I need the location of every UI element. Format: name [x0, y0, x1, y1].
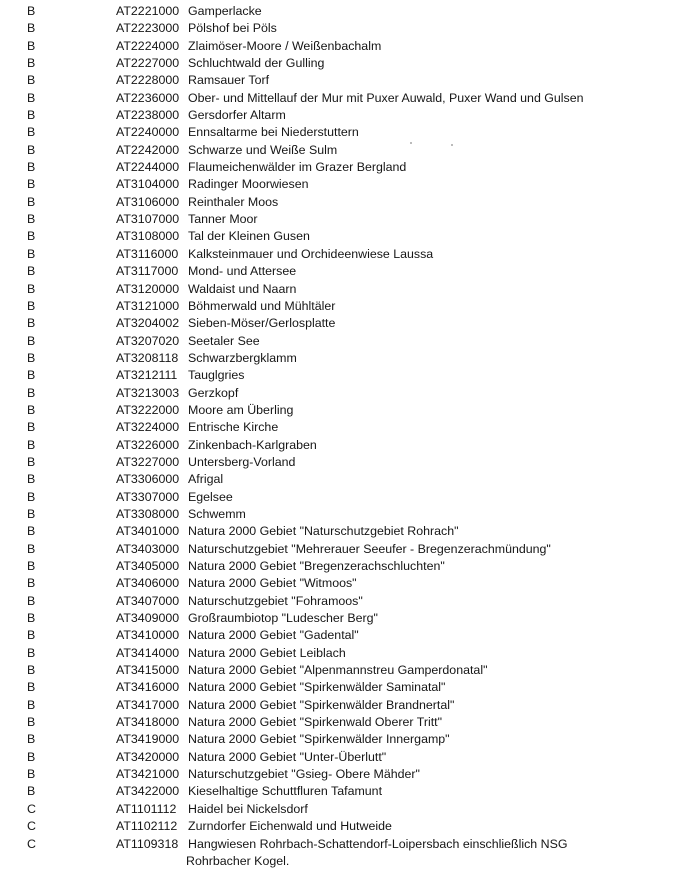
category-cell: B — [27, 732, 36, 747]
category-cell: B — [27, 524, 36, 539]
list-row — [0, 419, 680, 436]
site-code-cell: AT3224000 — [116, 420, 180, 435]
category-cell: B — [27, 125, 36, 140]
category-cell: B — [27, 749, 36, 764]
site-name-cell: Natura 2000 Gebiet "Spirkenwald Oberer Tritt" — [188, 715, 442, 730]
site-code-cell: AT2224000 — [116, 38, 180, 53]
list-row — [0, 575, 680, 592]
site-name-cell: Untersberg-Vorland — [188, 454, 296, 469]
category-cell: B — [27, 437, 36, 452]
category-cell: B — [27, 229, 36, 244]
site-code-cell: AT3414000 — [116, 645, 180, 660]
list-row — [0, 818, 680, 835]
site-code-cell: AT3116000 — [116, 246, 179, 261]
site-name-cell: Ennsaltarme bei Niederstuttern — [188, 125, 359, 140]
site-name-cell: Gerzkopf — [188, 385, 239, 400]
list-row — [0, 506, 680, 523]
category-cell: B — [27, 628, 36, 643]
category-cell: B — [27, 767, 36, 782]
site-code-cell: AT2236000 — [116, 90, 180, 105]
site-name-cell: Hangwiesen Rohrbach-Schattendorf-Loipersbach einschließlich NSG — [188, 836, 568, 851]
site-code-cell: AT3117000 — [116, 264, 179, 279]
list-row — [0, 124, 680, 141]
site-code-cell: AT2238000 — [116, 108, 180, 123]
site-name-cell: Zlaimöser-Moore / Weißenbachalm — [188, 38, 382, 53]
site-code-cell: AT3212111 — [116, 368, 178, 383]
site-code-cell: AT3416000 — [116, 680, 180, 695]
list-row — [0, 836, 680, 868]
site-code-cell: AT2221000 — [116, 4, 180, 18]
site-name-cell: Schwemm — [188, 506, 246, 521]
category-cell: B — [27, 576, 36, 591]
site-name-cell: Reinthaler Moos — [188, 194, 279, 209]
list-row — [0, 731, 680, 748]
site-name-cell: Schwarzbergklamm — [188, 350, 297, 365]
category-cell: B — [27, 541, 36, 556]
site-code-cell: AT3121000 — [116, 298, 180, 313]
category-cell: B — [27, 194, 36, 209]
site-name-cell: Mond- und Attersee — [188, 264, 297, 279]
list-row — [0, 159, 680, 176]
site-name-cell: Böhmerwald und Mühltäler — [188, 298, 336, 313]
list-row — [0, 679, 680, 696]
site-code-cell: AT3204002 — [116, 316, 180, 331]
list-row — [0, 766, 680, 783]
list-row — [0, 72, 680, 89]
site-name-cell: Entrische Kirche — [188, 420, 279, 435]
site-code-cell: AT3207020 — [116, 333, 180, 348]
list-row — [0, 454, 680, 471]
site-code-cell: AT3417000 — [116, 697, 180, 712]
list-row — [0, 55, 680, 72]
site-name-cell: Schluchtwald der Gulling — [188, 56, 325, 71]
site-code-cell: AT3106000 — [116, 194, 180, 209]
site-name-cell: Natura 2000 Gebiet "Naturschutzgebiet Rohrach" — [188, 524, 459, 539]
list-row — [0, 627, 680, 644]
site-code-cell: AT3422000 — [116, 784, 180, 799]
site-code-cell: AT3406000 — [116, 576, 180, 591]
category-cell: B — [27, 160, 36, 175]
site-code-cell: AT2223000 — [116, 21, 180, 36]
site-code-cell: AT1102112 — [116, 819, 178, 834]
site-name-cell: Kalksteinmauer und Orchideenwiese Laussa — [188, 246, 434, 261]
category-cell: C — [27, 801, 36, 816]
list-row — [0, 90, 680, 107]
category-cell: B — [27, 611, 36, 626]
list-row — [0, 350, 680, 367]
site-code-cell: AT3108000 — [116, 229, 180, 244]
list-row — [0, 3, 680, 20]
site-name-cell: Sieben-Möser/Gerlosplatte — [188, 316, 336, 331]
site-name-cell: Natura 2000 Gebiet "Spirkenwälder Brandnertal" — [188, 697, 455, 712]
category-cell: B — [27, 402, 36, 417]
site-code-cell: AT1109318 — [116, 836, 179, 851]
category-cell: C — [27, 836, 36, 851]
category-cell: B — [27, 4, 36, 18]
category-cell: B — [27, 715, 36, 730]
site-code-cell: AT3403000 — [116, 541, 180, 556]
site-name-cell: Pölshof bei Pöls — [188, 21, 277, 36]
list-row — [0, 385, 680, 402]
list-row — [0, 558, 680, 575]
site-list — [0, 3, 680, 868]
category-cell: B — [27, 38, 36, 53]
site-code-cell: AT3419000 — [116, 732, 180, 747]
category-cell: B — [27, 472, 36, 487]
site-code-cell: AT2240000 — [116, 125, 180, 140]
site-name-cell: Natura 2000 Gebiet "Gadental" — [188, 628, 359, 643]
category-cell: B — [27, 506, 36, 521]
category-cell: B — [27, 73, 36, 88]
site-name-cell: Kieselhaltige Schuttfluren Tafamunt — [188, 784, 383, 799]
category-cell: B — [27, 246, 36, 261]
list-row — [0, 749, 680, 766]
site-name-cell: Afrigal — [188, 472, 224, 487]
list-row — [0, 333, 680, 350]
site-name-cell: Natura 2000 Gebiet Leiblach — [188, 645, 346, 660]
site-name-cell: Großraumbiotop "Ludescher Berg" — [188, 611, 378, 626]
category-cell: B — [27, 90, 36, 105]
site-name-cell: Zinkenbach-Karlgraben — [188, 437, 317, 452]
list-row — [0, 541, 680, 558]
site-name-cell: Gersdorfer Altarm — [188, 108, 286, 123]
site-code-cell: AT3420000 — [116, 749, 180, 764]
site-code-cell: AT3107000 — [116, 212, 180, 227]
site-code-cell: AT3222000 — [116, 402, 180, 417]
list-row — [0, 367, 680, 384]
site-name-cell: Ober- und Mittellauf der Mur mit Puxer Auwald, Puxer Wand und Gulsen — [188, 90, 584, 105]
site-code-cell: AT3306000 — [116, 472, 180, 487]
category-cell: B — [27, 663, 36, 678]
site-name-cell: Tal der Kleinen Gusen — [188, 229, 310, 244]
site-code-cell: AT2227000 — [116, 56, 180, 71]
category-cell: B — [27, 420, 36, 435]
list-row — [0, 246, 680, 263]
scan-speck — [410, 142, 412, 144]
list-row — [0, 801, 680, 818]
site-name-cell: Radinger Moorwiesen — [188, 177, 309, 192]
site-name-cell: Seetaler See — [188, 333, 260, 348]
category-cell: B — [27, 264, 36, 279]
list-row — [0, 662, 680, 679]
category-cell: B — [27, 593, 36, 608]
category-cell: B — [27, 333, 36, 348]
site-name-cell: Natura 2000 Gebiet "Unter-Überlutt" — [188, 749, 387, 764]
site-name-cell: Naturschutzgebiet "Mehrerauer Seeufer - Bregenzerachmündung" — [188, 541, 551, 556]
list-row — [0, 593, 680, 610]
category-cell: B — [27, 350, 36, 365]
site-name-cell: Natura 2000 Gebiet "Spirkenwälder Innergamp" — [188, 732, 450, 747]
site-code-cell: AT3405000 — [116, 559, 180, 573]
list-row — [0, 281, 680, 298]
site-code-cell: AT3208118 — [116, 350, 179, 365]
site-code-cell: AT3407000 — [116, 593, 180, 608]
list-row — [0, 489, 680, 506]
category-cell: C — [27, 819, 36, 834]
site-name-cell: Zurndorfer Eichenwald und Hutweide — [188, 819, 392, 834]
site-name-cell: Waldaist und Naarn — [188, 281, 297, 296]
scan-speck — [451, 144, 453, 146]
category-cell: B — [27, 368, 36, 383]
site-name-cell: Haidel bei Nickelsdorf — [188, 801, 308, 816]
category-cell: B — [27, 177, 36, 192]
list-row — [0, 645, 680, 662]
site-name-continuation: Rohrbacher Kogel. — [186, 853, 290, 868]
category-cell: B — [27, 56, 36, 71]
list-row — [0, 471, 680, 488]
category-cell: B — [27, 697, 36, 712]
list-row — [0, 38, 680, 55]
list-row — [0, 263, 680, 280]
category-cell: B — [27, 559, 36, 573]
list-row — [0, 194, 680, 211]
site-code-cell: AT3227000 — [116, 454, 180, 469]
list-row — [0, 228, 680, 245]
category-cell: B — [27, 385, 36, 400]
category-cell: B — [27, 489, 36, 504]
site-name-cell: Natura 2000 Gebiet "Bregenzerachschluchten" — [188, 559, 445, 573]
list-row — [0, 402, 680, 419]
site-name-cell: Schwarze und Weiße Sulm — [188, 142, 338, 157]
category-cell: B — [27, 316, 36, 331]
list-row — [0, 697, 680, 714]
list-row — [0, 315, 680, 332]
site-code-cell: AT2228000 — [116, 73, 180, 88]
list-row — [0, 714, 680, 731]
category-cell: B — [27, 784, 36, 799]
site-code-cell: AT3409000 — [116, 611, 180, 626]
category-cell: B — [27, 680, 36, 695]
site-name-cell: Ramsauer Torf — [188, 73, 270, 88]
site-code-cell: AT1101112 — [116, 801, 177, 816]
category-cell: B — [27, 454, 36, 469]
site-name-cell: Naturschutzgebiet "Fohramoos" — [188, 593, 363, 608]
list-row — [0, 20, 680, 37]
list-row — [0, 176, 680, 193]
site-code-cell: AT3104000 — [116, 177, 180, 192]
site-name-cell: Moore am Überling — [188, 402, 294, 417]
site-name-cell: Natura 2000 Gebiet "Spirkenwälder Saminatal" — [188, 680, 446, 695]
site-code-cell: AT3307000 — [116, 489, 180, 504]
list-row — [0, 107, 680, 124]
site-code-cell: AT3308000 — [116, 506, 180, 521]
category-cell: B — [27, 21, 36, 36]
site-name-cell: Flaumeichenwälder im Grazer Bergland — [188, 160, 407, 175]
list-row — [0, 211, 680, 228]
category-cell: B — [27, 142, 36, 157]
site-code-cell: AT3415000 — [116, 663, 180, 678]
site-name-cell: Natura 2000 Gebiet "Witmoos" — [188, 576, 357, 591]
site-code-cell: AT3213003 — [116, 385, 180, 400]
category-cell: B — [27, 108, 36, 123]
site-name-cell: Egelsee — [188, 489, 233, 504]
category-cell: B — [27, 645, 36, 660]
site-name-cell: Tanner Moor — [188, 212, 258, 227]
list-row — [0, 142, 680, 159]
site-code-cell: AT3410000 — [116, 628, 180, 643]
site-code-cell: AT3401000 — [116, 524, 180, 539]
site-name-cell: Tauglgries — [188, 368, 245, 383]
site-code-cell: AT3421000 — [116, 767, 180, 782]
list-row — [0, 437, 680, 454]
site-name-cell: Naturschutzgebiet "Gsieg- Obere Mähder" — [188, 767, 420, 782]
category-cell: B — [27, 298, 36, 313]
list-row — [0, 610, 680, 627]
site-code-cell: AT2242000 — [116, 142, 180, 157]
list-row — [0, 523, 680, 540]
site-code-cell: AT3418000 — [116, 715, 180, 730]
site-code-cell: AT3226000 — [116, 437, 180, 452]
category-cell: B — [27, 212, 36, 227]
site-code-cell: AT2244000 — [116, 160, 180, 175]
site-name-cell: Natura 2000 Gebiet "Alpenmannstreu Gamperdonatal" — [188, 663, 488, 678]
list-row — [0, 783, 680, 800]
list-row — [0, 298, 680, 315]
site-name-cell: Gamperlacke — [188, 4, 262, 18]
category-cell: B — [27, 281, 36, 296]
site-code-cell: AT3120000 — [116, 281, 180, 296]
